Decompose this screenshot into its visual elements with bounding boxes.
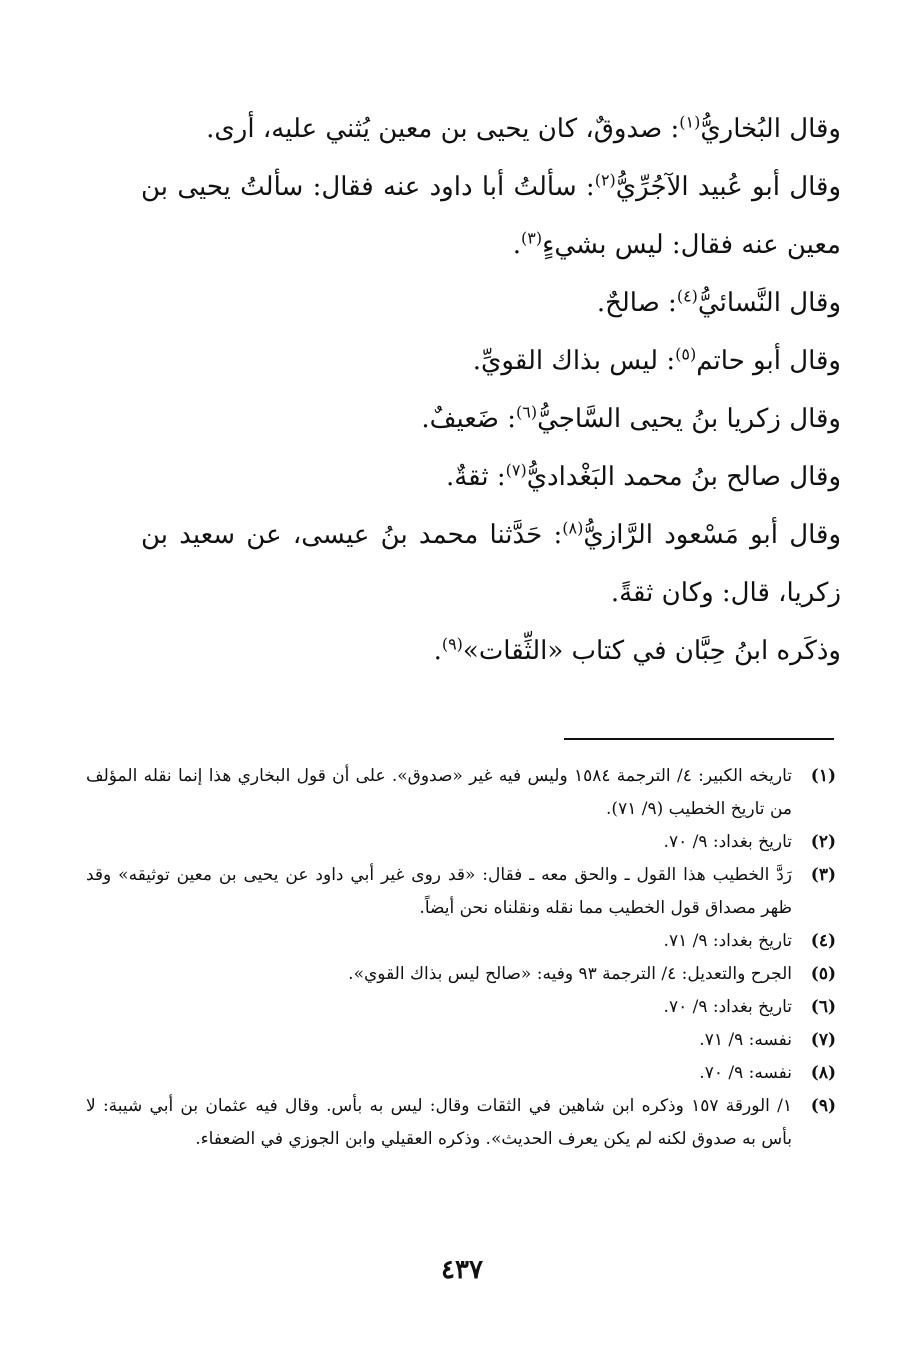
footnote-number: (٣) [810, 865, 836, 885]
footnote-ref: (٦) [516, 402, 538, 422]
paragraph [141, 274, 841, 332]
footnote [86, 958, 836, 991]
paragraph-text: وقال أبو حاتم [696, 346, 841, 376]
paragraph-text: وقال البُخاريُّ [700, 114, 841, 144]
paragraph-text: وقال أبو مَسْعود الرَّازيُّ [583, 520, 841, 550]
paragraph-text: وقال زكريا بنُ يحيى السَّاجيُّ [537, 404, 841, 434]
footnote-number: (٧) [810, 1030, 836, 1050]
paragraph [141, 506, 841, 622]
footnote-ref: (٨) [562, 518, 584, 538]
paragraph-text: : صالحٌ. [596, 288, 677, 318]
paragraph [141, 622, 841, 680]
footnote-text: الجرح والتعديل: ٤/ الترجمة ٩٣ وفيه: «صالح ليس بذاك القوي». [348, 964, 792, 984]
footnotes [86, 760, 836, 1156]
footnote-ref: (٩) [441, 634, 463, 654]
footnote-ref: (٥) [675, 344, 697, 364]
paragraph [141, 448, 841, 506]
footnote-text: ١/ الورقة ١٥٧ وذكره ابن شاهين في الثقات وقال: ليس به بأس. وقال فيه عثمان بن أبي شيبة: لا بأس به صدوق لكنه لم يكن يعرف الحديث». وذكره العقيلي وابن الجوزي في الضعفاء. [86, 1096, 793, 1149]
footnote-ref: (٧) [505, 460, 527, 480]
footnote-separator [564, 738, 834, 740]
footnote-number: (٥) [810, 964, 836, 984]
footnote [86, 760, 836, 826]
footnote-number: (٢) [810, 832, 836, 852]
paragraph-text: وقال صالح بنُ محمد البَغْداديُّ [526, 462, 841, 492]
footnote-number: (١) [810, 766, 836, 786]
footnote-ref: (٤) [676, 286, 698, 306]
footnote-text: تاريخ بغداد: ٩/ ٧١. [663, 931, 792, 951]
footnote [86, 826, 836, 859]
footnote [86, 1024, 836, 1057]
paragraph-text: : ثقةٌ. [445, 462, 506, 492]
paragraph-text: : صدوقٌ، كان يحيى بن معين يُثني عليه، أرى. [206, 114, 680, 144]
footnote-text: تاريخ بغداد: ٩/ ٧٠. [663, 832, 792, 852]
paragraph-text: : سألتُ أبا داود عنه فقال: سألتُ يحيى بن معين عنه فقال: ليس بشيءٍ [141, 172, 841, 260]
footnote-ref: (٢) [594, 170, 616, 190]
paragraph-text: وقال أبو عُبيد الآجُرِّيُّ [615, 172, 842, 202]
footnote-text: رَدَّ الخطيب هذا القول ـ والحق معه ـ فقال: «قد روى غير أبي داود عن يحيى بن معين توثيقه» وقد ظهر مصداق قول الخطيب مما نقله ونقلناه نحن أيضاً. [86, 865, 792, 918]
footnote-number: (٦) [810, 997, 836, 1017]
paragraph-text: وذكَره ابنُ حِبَّان في كتاب «الثِّقات» [462, 636, 841, 666]
paragraph [141, 158, 841, 274]
paragraph-text: : حَدَّثنا محمد بنُ عيسى، عن سعيد بن زكريا، قال: وكان ثقةً. [141, 520, 841, 608]
paragraph [141, 100, 841, 158]
footnote [86, 1090, 836, 1156]
paragraph-text: : ليس بذاك القويِّ. [472, 346, 676, 376]
footnote [86, 859, 836, 925]
footnote [86, 1057, 836, 1090]
footnote-text: نفسه: ٩/ ٧١. [699, 1030, 792, 1050]
paragraph [141, 390, 841, 448]
footnote-number: (٨) [810, 1063, 836, 1083]
paragraph-text: . [512, 230, 522, 260]
page-number: ٤٣٧ [441, 1255, 483, 1285]
footnote [86, 925, 836, 958]
footnote-text: تاريخه الكبير: ٤/ الترجمة ١٥٨٤ وليس فيه غير «صدوق». على أن قول البخاري هذا إنما نقله المؤلف من تاريخ الخطيب (٩/ ٧١). [86, 766, 793, 819]
footnote-number: (٤) [810, 931, 836, 951]
footnote-ref: (١) [679, 112, 701, 132]
footnote-ref: (٣) [521, 228, 543, 248]
footnote [86, 991, 836, 1024]
footnote-number: (٩) [810, 1096, 836, 1116]
paragraph [141, 332, 841, 390]
footnote-text: تاريخ بغداد: ٩/ ٧٠. [663, 997, 792, 1017]
main-text [141, 100, 841, 680]
paragraph-text: وقال النَّسائيُّ [697, 288, 841, 318]
paragraph-text: : ضَعيفٌ. [421, 404, 517, 434]
footnote-text: نفسه: ٩/ ٧٠. [699, 1063, 792, 1083]
paragraph-text: . [433, 636, 442, 666]
